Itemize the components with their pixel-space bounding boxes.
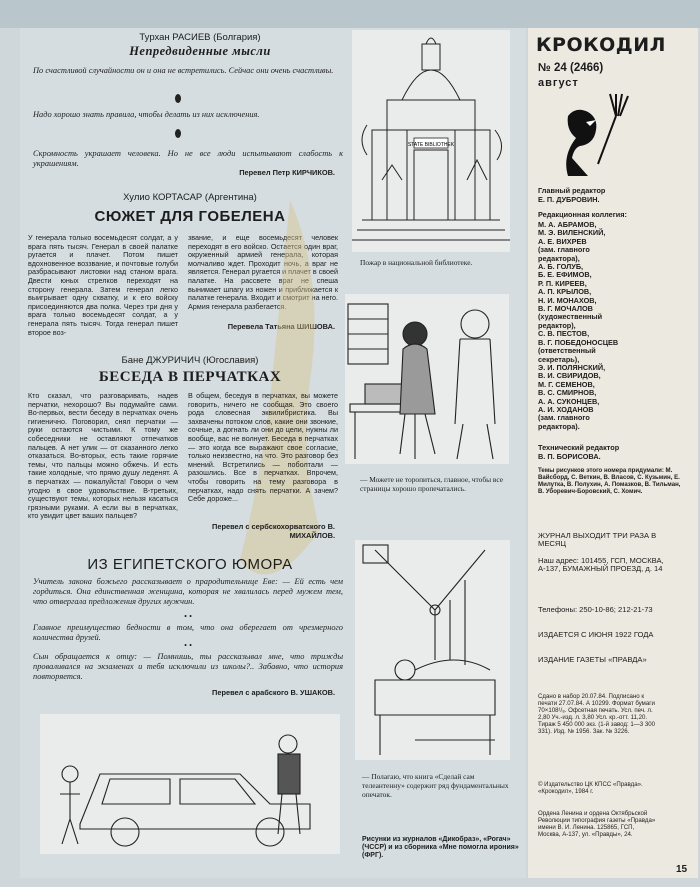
article1-paragraph-1: По счастливой случайности он и она не встретились. Сейчас они очень счастливы. [33, 66, 334, 75]
board-member: С. В. ПЕСТОВ, [538, 329, 590, 339]
divider-dot [175, 129, 181, 138]
article3-translator: Перевел с сербскохорватского В. МИХАЙЛОВ. [212, 522, 335, 540]
board-member: М. Г. СЕМЕНОВ, [538, 379, 595, 389]
hospital-cartoon [355, 540, 510, 760]
article1-paragraph-3: Скромность украшает человека. Но не все люди испытывают слабость к украшениям. [33, 149, 343, 168]
board-member: (художественный [538, 312, 603, 322]
board-member: А. А. СУКОНЦЕВ, [538, 396, 600, 406]
copyright: © Издательство ЦК КПСС «Правда». «Крокодил», 1984 г. [538, 781, 643, 796]
article4-paragraph-3: Сын обращается к отцу: — Помнишь, ты рассказывал мне, что трижды проваливался на экзаменах и тебя исключили из школы?.. Забавно, что история повторяется. [33, 652, 343, 681]
editorial-board-list [538, 221, 688, 431]
article3-column-2: В общем, беседуя в перчатках, вы можете говорить, ничего не сообщая. Это своего рода словесная эквилибристика. Вы захвачены потоком слов, какие они звонкие, сочные, а догнать ли они до цели, нужны ли вообще, вас не волнует. Беседа в перчатках — это когда все выражают свое согласие, только неизвестно, на что. Это разговор без мнений. Встретились — поболтали — разошлись. Все в перчатках. Впрочем, чтобы говорить на тему разговора в перчатках, надо снять перчатки. А зачем? Себе дороже... [188, 391, 338, 504]
library-sign-text: STATE BIBLIOTHEK [407, 142, 455, 148]
library-caption: Пожар в национальной библиотеке. [360, 258, 473, 267]
article3-author: Бане ДЖУРИЧИЧ (Югославия) [121, 355, 259, 366]
article1-author: Турхан РАСИЕВ (Болгария) [139, 32, 261, 43]
chief-editor-name: Е. П. ДУБРОВИН. [538, 195, 600, 204]
board-member: А. Е. ВИХРЕВ [538, 236, 587, 246]
article1-translator: Перевел Петр КИРЧИКОВ. [239, 168, 335, 177]
board-member: А. И. ХОДАНОВ [538, 404, 594, 414]
issue-number: № 24 (2466) [538, 62, 604, 74]
editorial-phones: Телефоны: 250-10-86; 212-21-73 [538, 605, 653, 614]
hospital-caption: — Полагаю, что книга «Сделай сам телеантенну» содержит ряд фундаментальных опечаток. [362, 772, 509, 799]
board-member: Р. П. КИРЕЕВ, [538, 278, 587, 288]
board-member: (зам. главного [538, 413, 590, 423]
divider-dot [175, 94, 181, 103]
magazine-logo: КРОКОДИЛ [536, 34, 666, 56]
article2-title: СЮЖЕТ ДЛЯ ГОБЕЛЕНА [94, 208, 286, 225]
board-member: секретарь), [538, 354, 580, 364]
tech-editor-name: В. П. БОРИСОВА. [538, 452, 601, 461]
divider-dots: • • [184, 641, 192, 650]
board-member: М. Э. ВИЛЕНСКИЙ, [538, 228, 606, 238]
tech-editor-label: Технический редактор [538, 443, 620, 452]
chief-editor-label: Главный редактор [538, 186, 606, 195]
board-member: В. И. СВИРИДОВ, [538, 371, 601, 381]
board-member: Б. Е. ЕФИМОВ, [538, 270, 592, 280]
board-member: А. П. КРЫЛОВ, [538, 287, 592, 297]
illustration-credits: Рисунки из журналов «Дикобраз», «Рогач» (ЧССР) и из сборника «Мне помогла ирония» (ФРГ). [362, 836, 519, 860]
board-member: В. С. СМИРНОВ, [538, 388, 597, 398]
board-member: редактора). [538, 421, 580, 431]
car-cartoon [40, 714, 340, 854]
issue-month: август [538, 77, 579, 89]
published-since: ИЗДАЕТСЯ С ИЮНЯ 1922 ГОДА [538, 630, 654, 639]
board-member: В. Г. ПОБЕДОНОСЦЕВ [538, 337, 619, 347]
divider-dots: • • [184, 612, 192, 621]
board-member: (зам. главного [538, 245, 590, 255]
article2-column-1: У генерала только восемьдесят солдат, а у врага пять тысяч. Генерал в своей палатке ругается и плачет. Потом пишет вдохновенное воззвание, и почтовые голуби разбрасывают листовки над станом врага. Двести юных стрелков переходят на сторону генерала. Затем генерал легко выигрывает одну схватку, и к его войску присоединяются два полка. Через три дня у врага только восемьдесят солдат, а у генерала пять тысяч. Тогда генерал пишет второе воз- [28, 233, 178, 337]
article4-paragraph-2: Главное преимущество бедности в том, что она оберегает от чрезмерного количества друзей. [33, 623, 343, 642]
article2-author: Хулио КОРТАСАР (Аргентина) [123, 192, 257, 203]
board-member: А. Б. ГОЛУБ, [538, 262, 584, 272]
article4-paragraph-1: Учитель закона божьего рассказывает о прародительнице Еве: — Ей есть чем гордиться. Она единственная женщина, которая не хвалилась перед мужем тем, что отвергала предложения других мужчин. [33, 577, 343, 606]
crocodile-mascot-icon [558, 86, 638, 182]
printer-info: Ордена Ленина и ордена Октябрьской Революции типография газеты «Правда» имени В. И. Ленина. 125865, ГСП, Москва, А-137, ул. «Правды», 24. [538, 810, 656, 839]
article3-title: БЕСЕДА В ПЕРЧАТКАХ [98, 369, 282, 385]
board-member: Н. И. МОНАХОВ, [538, 295, 597, 305]
page-number: 15 [676, 864, 688, 875]
library-fire-illustration [352, 30, 510, 252]
article4-title: ИЗ ЕГИПЕТСКОГО ЮМОРА [87, 556, 293, 573]
print-information: Сдано в набор 20.07.84. Подписано к печати 27.07.84. А 10299. Формат бумаги 70×108¹/₈. Офсетная печать. Усл. печ. л. 2,80 Уч.-изд. л. 3,80 Усл. кр.-отт. 11,20. Тираж 5 450 000 экз. (1-й завод: 1—3 300 331). Изд. № 1956. Зак. № 3226. [538, 693, 656, 736]
board-member: редактора), [538, 253, 580, 263]
article2-translator: Перевела Татьяна ШИШОВА. [227, 322, 335, 331]
board-member: (ответственный [538, 346, 596, 356]
board-member: В. Г. МОЧАЛОВ [538, 304, 593, 314]
cartoon-themes-credits: Темы рисунков этого номера придумали: М. Вайсборд, С. Веткин, В. Власов, С. Кузьмин, Е. Милутка, В. Полухин, А. Помазков, В. Тильман, В. Уборевич-Боровский, С. Хомич. [538, 467, 681, 496]
typist-caption: — Можете не торопиться, главное, чтобы все страницы хорошо пропечатались. [360, 475, 504, 493]
board-member: М. А. АБРАМОВ, [538, 220, 597, 229]
board-member: Э. И. ПОЛЯНСКИЙ, [538, 362, 606, 372]
article3-column-1: Кто сказал, что разговаривать, надев перчатки, нехорошо? Вы подумайте сами. Во-первых, вести беседу в перчатках очень гигиенично. Поговорил, снял перчатки — руки остаются чистыми. К тому же собеседники не оставляют отпечатков пальцев. А нет улик — от сказанного легко отказаться. Во-вторых, есть такие горячие темы, что пальцы можно обжечь. И есть такие холодные, что прямо душу леденят. А в перчатках — пожалуйста! Говори о чем угодно в свое удовольствие. В-третьих, существуют темы, которых нельзя касаться грязными руками. А если вы в перчатках, кто увидит цвет ваших пальцев? [28, 391, 178, 521]
board-member: редактор), [538, 320, 576, 330]
editorial-board-label: Редакционная коллегия: [538, 210, 627, 219]
article4-translator: Перевел с арабского В. УШАКОВ. [212, 688, 335, 697]
article1-title: Непредвиденные мысли [129, 44, 271, 58]
page-top-edge [0, 0, 700, 28]
publisher: ИЗДАНИЕ ГАЗЕТЫ «ПРАВДА» [538, 655, 647, 664]
editorial-address: Наш адрес: 101455, ГСП, МОСКВА, А-137, БУМАЖНЫЙ ПРОЕЗД, д. 14 [538, 556, 664, 574]
article1-paragraph-2: Надо хорошо знать правила, чтобы делать из них исключения. [33, 110, 260, 119]
publication-frequency: ЖУРНАЛ ВЫХОДИТ ТРИ РАЗА В МЕСЯЦ [538, 531, 657, 549]
article2-column-2: звание, и еще восемьдесят человек переходят в его войско. Остается один враг, окруженный армией генерала, которая молчаливо ждет. Проходит ночь, а враг не является. Генерал ругается и плачет в своей палатке. На рассвете враг не спеша вынимает шпагу из ножен и приближается к палатке генерала. Входит и смотрит на него. Армия генерала разбегается. [188, 233, 338, 311]
typist-cartoon [345, 294, 509, 464]
